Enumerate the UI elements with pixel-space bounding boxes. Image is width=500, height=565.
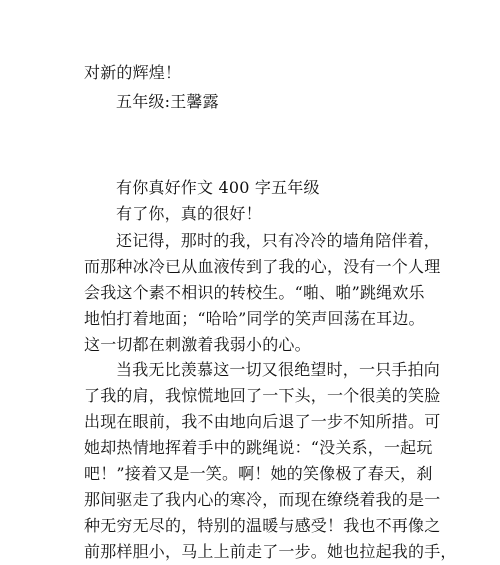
text-line: 那间驱走了我内心的寒冷，而现在缭绕着我的是一 bbox=[84, 490, 441, 509]
text-line: 有了你，真的很好！ bbox=[116, 204, 262, 223]
essay-title: 有你真好作文 400 字五年级 bbox=[116, 178, 320, 197]
text-line: 这一切都在刺激着我弱小的心。 bbox=[84, 335, 311, 354]
text-line: 还记得，那时的我，只有冷冷的墙角陪伴着， bbox=[116, 231, 441, 250]
text-line: 吧！”接着又是一笑。啊！她的笑像极了春天，刹 bbox=[84, 464, 433, 483]
text-line: 而那种冰冷已从血液传到了我的心，没有一个人理 bbox=[84, 257, 441, 276]
text-line: 她却热情地挥着手中的跳绳说：“没关系，一起玩 bbox=[84, 438, 433, 457]
text-line: 地怕打着地面；“哈哈”同学的笑声回荡在耳边。 bbox=[84, 309, 425, 328]
text-line: 出现在眼前，我不由地向后退了一步不知所措。可 bbox=[84, 412, 441, 431]
text-line: 当我无比羡慕这一切又很绝望时，一只手拍向 bbox=[116, 360, 441, 379]
text-line: 种无穷无尽的，特别的温暖与感受！我也不再像之 bbox=[84, 516, 441, 535]
text-line: 会我这个素不相识的转校生。“啪、啪”跳绳欢乐 bbox=[84, 283, 425, 302]
text-line: 前那样胆小，马上上前走了一步。她也拉起我的手， bbox=[84, 542, 457, 561]
text-line: 了我的肩，我惊慌地回了一下头，一个很美的笑脸 bbox=[84, 386, 441, 405]
text-line: 对新的辉煌！ bbox=[84, 63, 182, 82]
author-line: 五年级:王馨露 bbox=[116, 92, 219, 111]
